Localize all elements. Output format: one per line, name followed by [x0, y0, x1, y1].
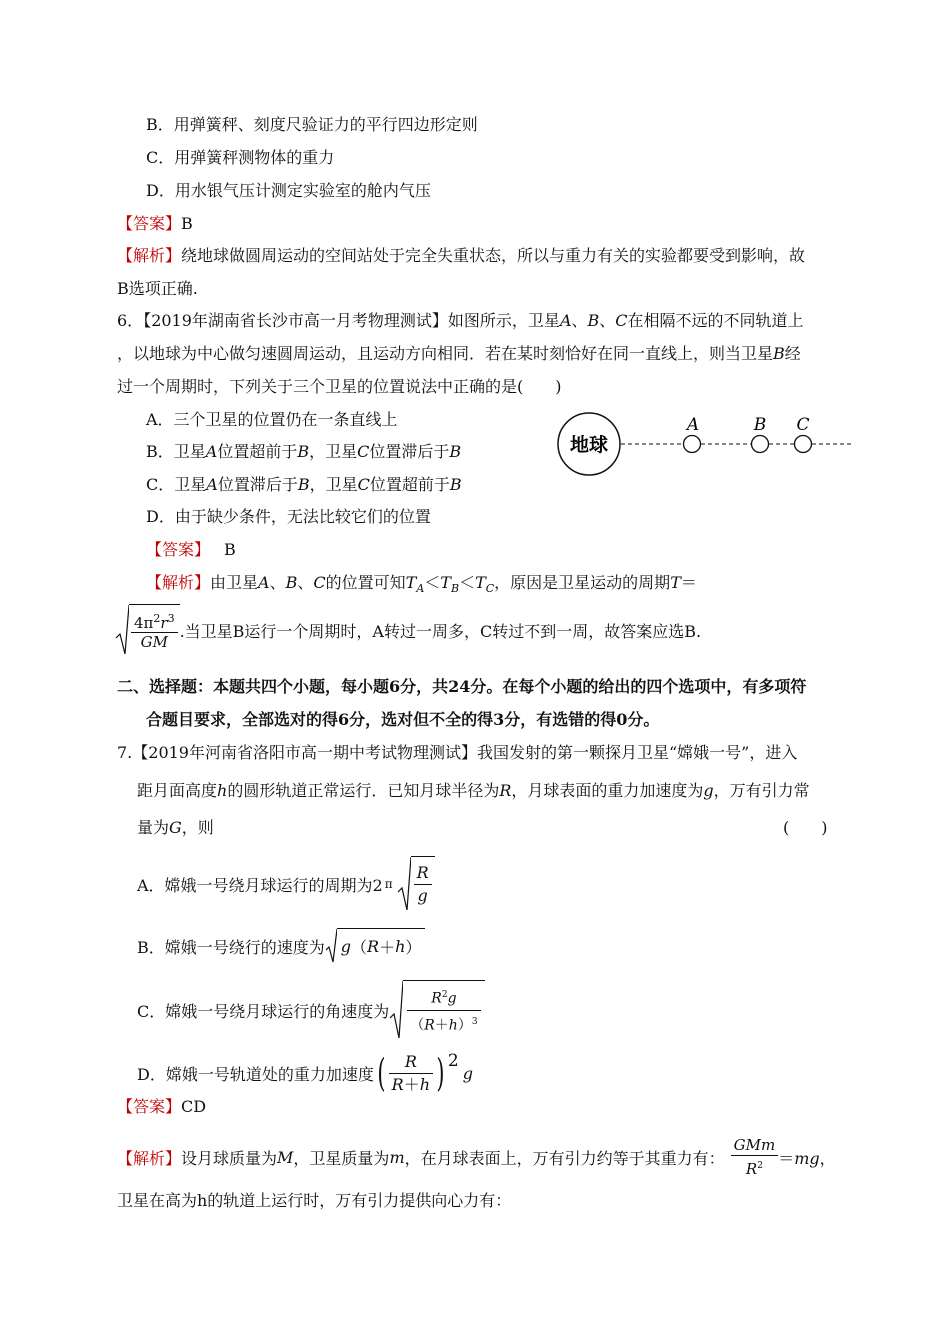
var-c: C [357, 475, 370, 494]
sqrt-sign [325, 928, 337, 964]
sqrt-body [129, 604, 180, 656]
q5-option-b: B．用弹簧秤、刻度尺验证力的平行四边形定则 [146, 115, 478, 134]
sep: 、 [599, 311, 616, 330]
equation-rhs: ＝mg， [778, 1148, 836, 1168]
question-number: 7. [117, 743, 133, 762]
opt-text: C．卫星 [146, 475, 207, 494]
var-b: B [587, 311, 600, 330]
q5-option-c: C．用弹簧秤测物体的重力 [146, 148, 335, 167]
period-fraction: $\frac{R}{g}$ [414, 862, 432, 907]
q7-option-b [137, 926, 425, 966]
left-paren: ( [377, 1051, 386, 1095]
answer-value: CD [181, 1097, 207, 1116]
var-r: R [499, 781, 512, 800]
opt-text: ，卫星 [309, 475, 358, 494]
analysis-text: ，原因是卫星运动的周期 [494, 573, 671, 592]
analysis-text: ，在月球表面上，万有引力约等于其重力有： [404, 1148, 725, 1168]
sep: 、 [571, 311, 588, 330]
var-m-big: M [277, 1147, 294, 1167]
stem-text: 在相隔不远的不同轨道上 [627, 311, 804, 330]
sqrt-sign [389, 980, 403, 1040]
q7-analysis-line2: 卫星在高为h的轨道上运行时，万有引力提供向心力有： [117, 1191, 512, 1210]
var-a: A [559, 311, 572, 330]
var-b: B [449, 442, 462, 461]
q6-stem-line2 [117, 343, 801, 365]
answer-tag: 【答案】 [146, 540, 211, 559]
velocity-expression: g （ R ＋ h ） [337, 928, 426, 964]
gravity-equation-fraction: $\frac{\text{GMm}}{R^2}$ [731, 1135, 779, 1179]
analysis-text: ，卫星质量为 [293, 1148, 390, 1168]
analysis-tag: 【解析】 [117, 246, 182, 265]
section2-heading-line1: 二、选择题：本题共四个小题，每小题6分，共24分。在每个小题的给出的四个选项中，有多项符 [117, 677, 807, 696]
question-source: 【2019年河南省洛阳市高一期中考试物理测试】 [132, 743, 477, 762]
sqrt-sign [115, 604, 129, 656]
q5-answer-row [117, 213, 193, 235]
opt-text: 位置超前于 [369, 475, 450, 494]
q7-option-a [137, 852, 435, 916]
var-c: C [615, 311, 628, 330]
opt-text: 位置超前于 [217, 442, 298, 461]
stem-text: ，则 [181, 818, 214, 837]
option-text: A．嫦娥一号绕月球运行的周期为2 [137, 875, 383, 895]
stem-text: ，月球表面的重力加速度为 [511, 781, 704, 800]
analysis-text: 由卫星 [210, 573, 259, 592]
analysis-text: 的位置可知 [325, 573, 406, 592]
pi-symbol: π [384, 877, 393, 891]
var-m-small: m [389, 1147, 405, 1167]
analysis-text: 设月球质量为 [181, 1148, 278, 1168]
q6-analysis-line1 [146, 572, 697, 600]
satellite-b [752, 436, 769, 453]
var-a: A [205, 442, 218, 461]
opt-text: 位置滞后于 [217, 475, 298, 494]
q7-option-d [137, 1046, 473, 1100]
stem-text: 距月面高度 [137, 781, 218, 800]
q7-stem-line1 [117, 742, 797, 764]
opt-text: B．卫星 [146, 442, 206, 461]
sqrt-body [411, 856, 435, 912]
orbit-diagram [555, 408, 855, 480]
var-g: g [462, 1063, 473, 1083]
period-formula: $\frac{4\pi^2r^3}{GM}$ [131, 610, 178, 651]
option-text: C．嫦娥一号绕月球运行的角速度为 [137, 1001, 390, 1021]
answer-bracket: ( ) [783, 818, 828, 837]
q7-option-c [137, 978, 485, 1042]
var-c: C [313, 573, 326, 592]
sqrt-sign [397, 856, 411, 912]
stem-text: ，万有引力常 [713, 781, 810, 800]
var-b: B [297, 475, 310, 494]
var-b: B [773, 344, 785, 363]
q6-option-c [146, 474, 462, 496]
stem-text: 量为 [137, 818, 170, 837]
sqrt-body [403, 980, 484, 1040]
q6-stem-line3: 过一个周期时，下列关于三个卫星的位置说法中正确的是( ) [117, 377, 562, 396]
q7-stem-line2 [137, 780, 810, 802]
stem-text: ，以地球为中心做匀速圆周运动，且运动方向相同．若在某时刻恰好在同一直线上，则当卫星 [117, 344, 774, 363]
analysis-text: 绕地球做圆周运动的空间站处于完全失重状态，所以与重力有关的实验都要受到影响，故 [181, 246, 806, 265]
earth-label: 地球 [569, 434, 609, 456]
q7-stem-line3 [137, 817, 214, 839]
var-b: B [297, 442, 310, 461]
satellite-a-label: A [686, 415, 700, 435]
var-b: B [285, 573, 298, 592]
stem-text: 如图所示，卫星 [447, 311, 560, 330]
satellite-c [795, 436, 812, 453]
answer-tag: 【答案】 [117, 214, 182, 233]
q6-option-d: D．由于缺少条件，无法比较它们的位置 [146, 507, 431, 526]
q7-answer-row [117, 1096, 206, 1118]
var-a: A [206, 475, 218, 494]
option-text: B．嫦娥一号绕行的速度为 [137, 937, 325, 957]
answer-value: B [224, 540, 236, 559]
satellite-c-label: C [796, 415, 810, 435]
var-b: B [449, 475, 462, 494]
q6-answer-row [146, 539, 236, 561]
satellite-a [684, 436, 701, 453]
q6-stem-line1 [117, 310, 804, 332]
analysis-text: .当卫星B运行一个周期时，A转过一周多，C转过不到一周，故答案应选B. [179, 621, 702, 641]
var-a: A [258, 573, 270, 592]
stem-text: 我国发射的第一颗探月卫星“嫦娥一号”，进入 [477, 743, 798, 762]
opt-text: ，卫星 [309, 442, 358, 461]
option-text: D．嫦娥一号轨道处的重力加速度 [137, 1064, 374, 1084]
period-symbol: T＝ [670, 573, 697, 592]
var-c: C [357, 442, 370, 461]
var-g: g [703, 781, 714, 800]
sep: 、 [269, 573, 286, 592]
gravity-fraction: $\frac{R}{R+h}$ [389, 1051, 433, 1096]
analysis-tag: 【解析】 [146, 573, 211, 592]
square-exponent: 2 [447, 1051, 459, 1071]
var-g-const: G [169, 818, 182, 837]
section2-heading-line2: 合题目要求，全部选对的得6分，选对但不全的得3分，有选错的得0分。 [146, 710, 660, 729]
satellite-b-label: B [753, 415, 767, 435]
question-source: 【2019年湖南省长沙市高一月考物理测试】 [143, 311, 448, 330]
right-paren: ) [436, 1051, 445, 1095]
stem-text: 的圆形轨道正常运行．已知月球半径为 [227, 781, 500, 800]
q5-option-d: D．用水银气压计测定实验室的舱内气压 [146, 181, 431, 200]
q7-analysis-line1 [117, 1132, 836, 1182]
q6-option-b [146, 441, 461, 463]
q6-option-a: A．三个卫星的位置仍在一条直线上 [146, 410, 398, 429]
question-number: 6． [117, 311, 144, 330]
opt-text: 位置滞后于 [369, 442, 450, 461]
q5-analysis-line1 [117, 245, 805, 267]
sep: 、 [297, 573, 314, 592]
stem-text: 经 [784, 344, 801, 363]
q5-analysis-line2: B选项正确. [117, 279, 198, 298]
angular-velocity-fraction: $\frac{R^2g}{(R+h)^3}$ [407, 984, 480, 1036]
analysis-tag: 【解析】 [117, 1148, 182, 1168]
period-inequality: $T_A<T_B<T_C$ [405, 573, 495, 596]
answer-value: B [181, 214, 193, 233]
var-h: h [217, 781, 228, 800]
q6-analysis-line2 [115, 604, 701, 656]
answer-tag: 【答案】 [117, 1097, 182, 1116]
